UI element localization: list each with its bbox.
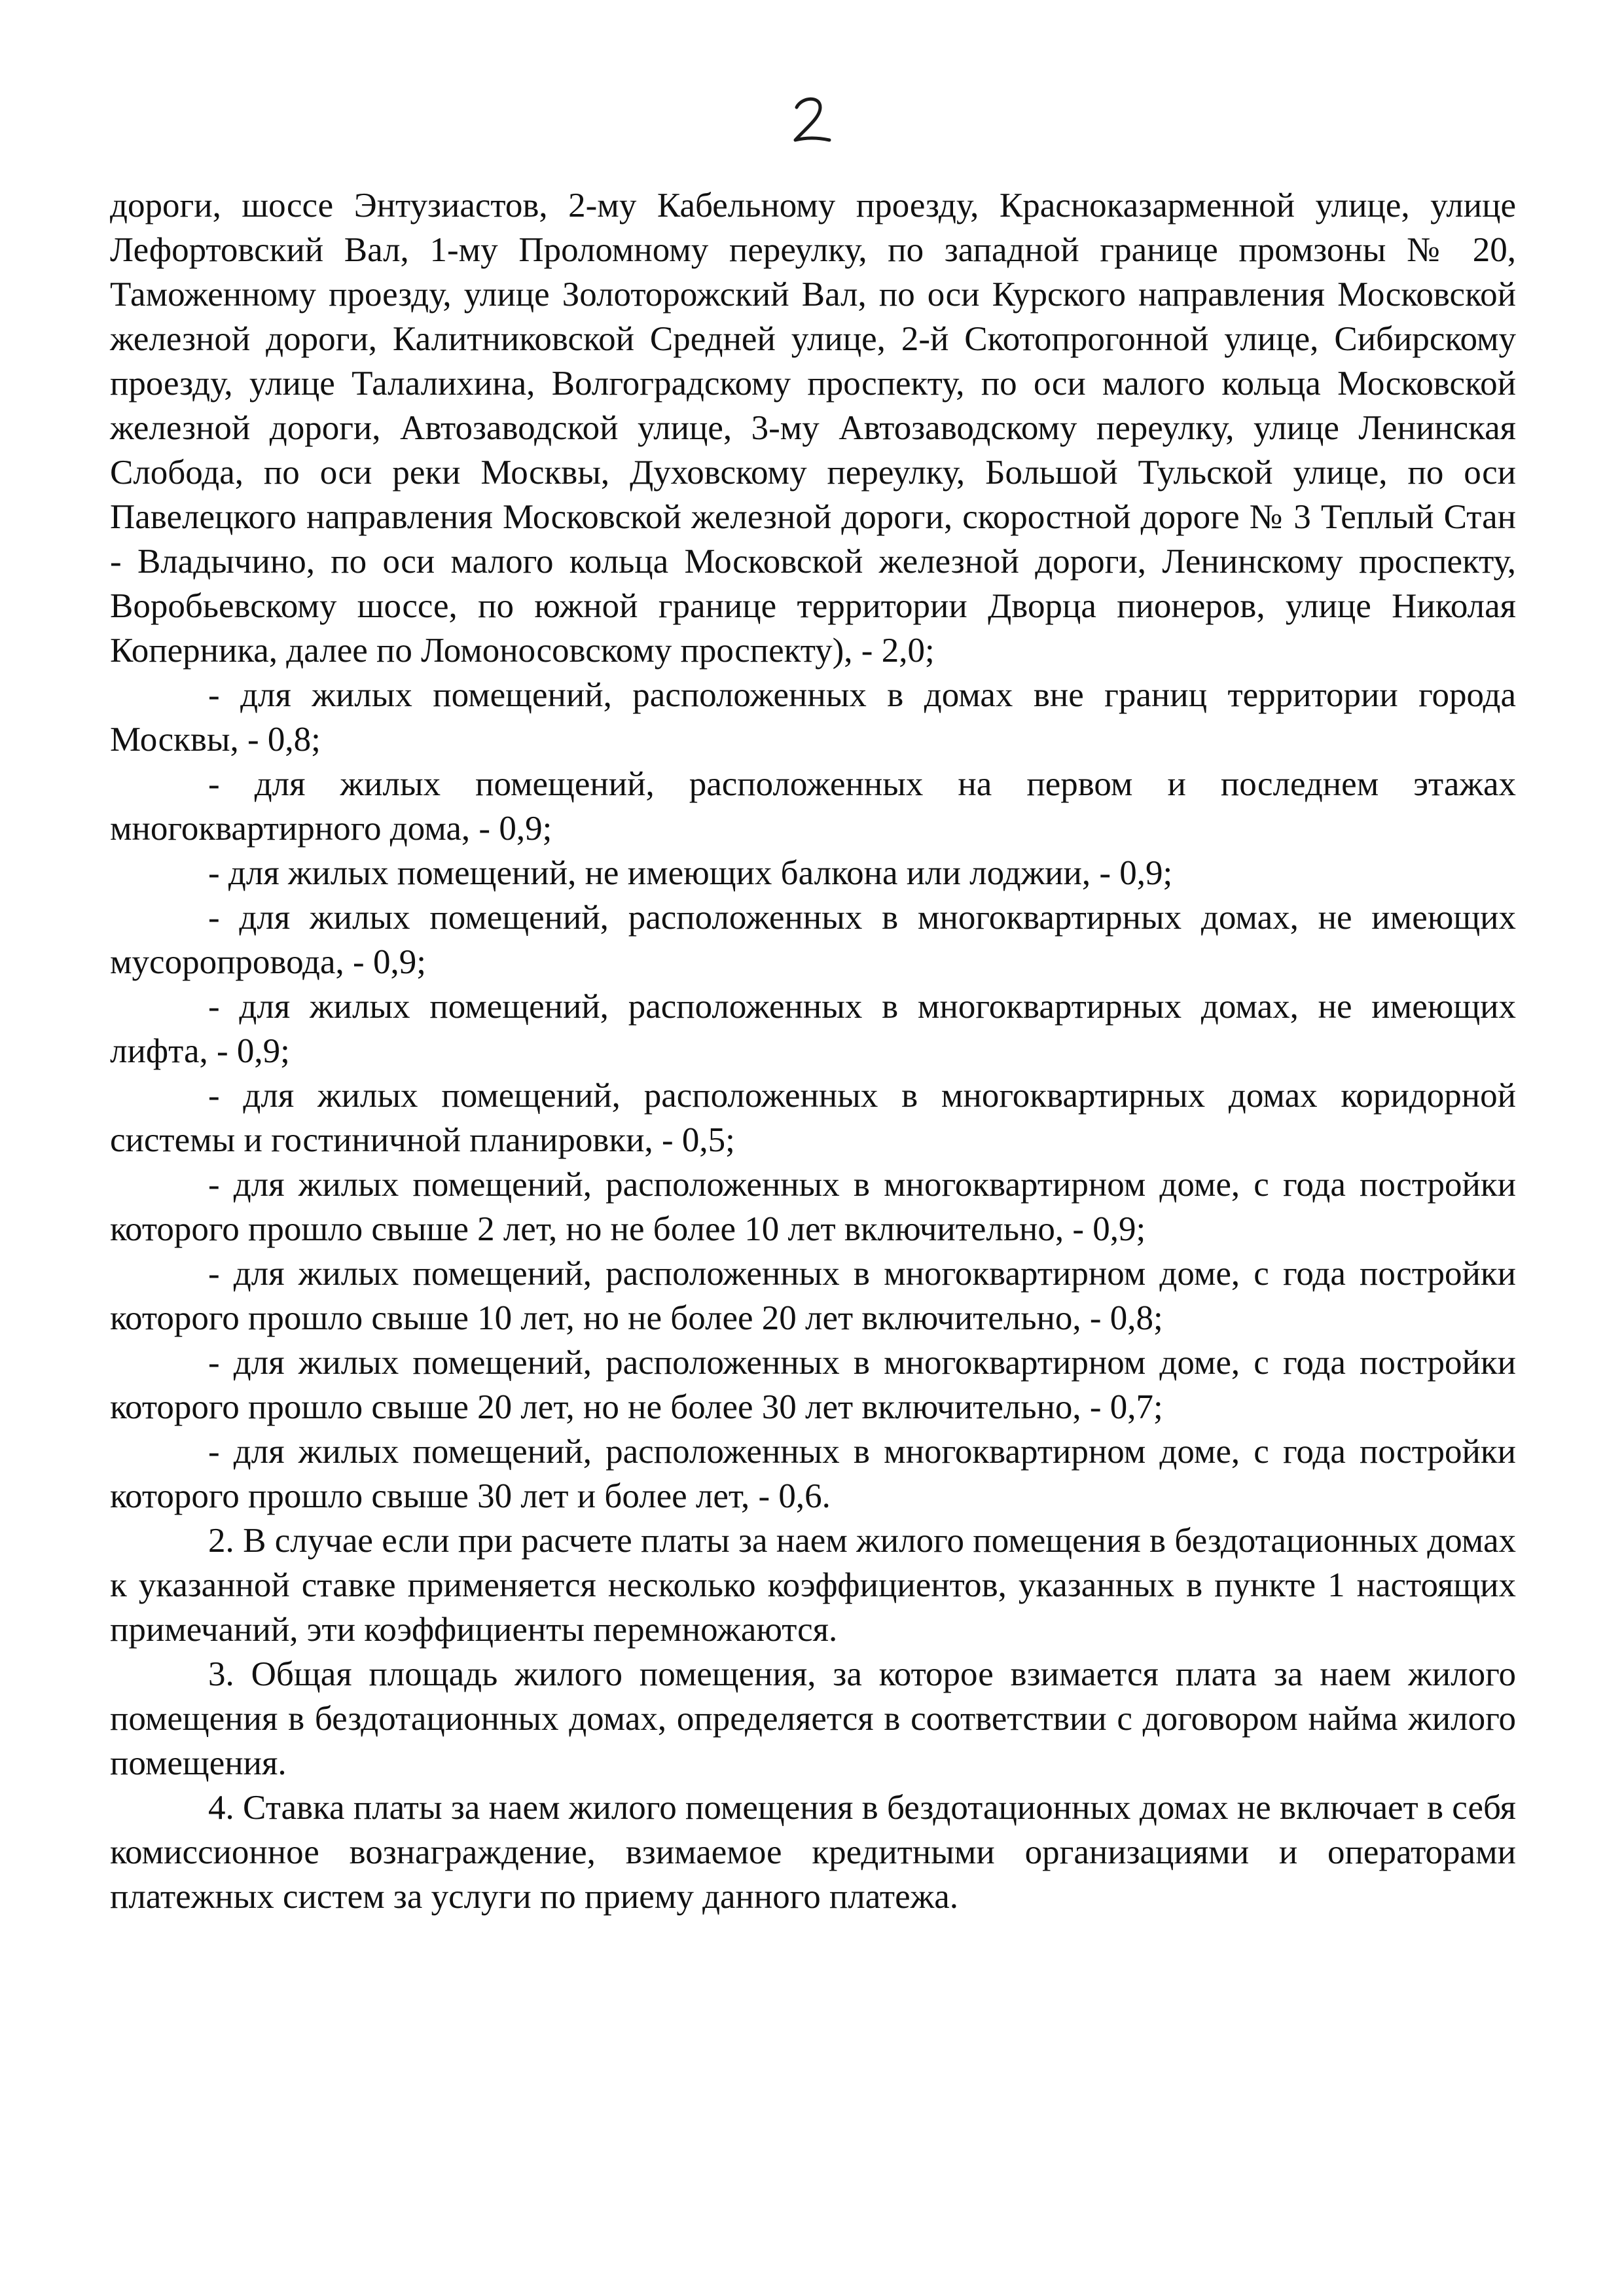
paragraph-age-2-10: - для жилых помещений, расположенных в многоквартирном доме, с года постройки которого прошло свыше 2 лет, но не более 10 лет включительно, - 0,9;	[110, 1166, 1516, 1248]
paragraph-no-elevator: - для жилых помещений, расположенных в многоквартирных домах, не имеющих лифта, - 0,9;	[110, 988, 1516, 1070]
paragraph-note-3: 3. Общая площадь жилого помещения, за которое взимается плата за наем жилого помещения в бездотационных домах, определяется в соответствии с договором найма жилого помещения.	[110, 1655, 1516, 1782]
paragraph-first-last-floor: - для жилых помещений, расположенных на первом и последнем этажах многоквартирного дома, - 0,9;	[110, 765, 1516, 848]
paragraph-no-garbage-chute: - для жилых помещений, расположенных в многоквартирных домах, не имеющих мусоропровода, - 0,9;	[110, 899, 1516, 981]
paragraph-outside-moscow: - для жилых помещений, расположенных в домах вне границ территории города Москвы, - 0,8;	[110, 676, 1516, 759]
paragraph-corridor-system: - для жилых помещений, расположенных в многоквартирных домах коридорной системы и гостиничной планировки, - 0,5;	[110, 1077, 1516, 1159]
paragraph-age-20-30: - для жилых помещений, расположенных в многоквартирном доме, с года постройки которого прошло свыше 20 лет, но не более 30 лет включительно, - 0,7;	[110, 1344, 1516, 1426]
paragraph-no-balcony: - для жилых помещений, не имеющих балкона или лоджии, - 0,9;	[208, 854, 1173, 892]
handwritten-page-number	[782, 85, 841, 151]
paragraph-age-over-30: - для жилых помещений, расположенных в многоквартирном доме, с года постройки которого прошло свыше 30 лет и более лет, - 0,6.	[110, 1433, 1516, 1515]
paragraph-age-10-20: - для жилых помещений, расположенных в многоквартирном доме, с года постройки которого прошло свыше 10 лет, но не более 20 лет включительно, - 0,8;	[110, 1255, 1516, 1337]
paragraph-note-2: 2. В случае если при расчете платы за наем жилого помещения в бездотационных домах к указанной ставке применяется несколько коэффициентов, указанных в пункте 1 настоящих примечаний, эти коэффициенты перемножаются.	[110, 1522, 1516, 1649]
paragraph-note-4: 4. Ставка платы за наем жилого помещения в бездотационных домах не включает в себя комиссионное вознаграждение, взимаемое кредитными организациями и операторами платежных систем за услуги по приему данного платежа.	[110, 1789, 1516, 1916]
paragraph-boundaries-continuation: дороги, шоссе Энтузиастов, 2-му Кабельному проезду, Красноказарменной улице, улице Лефортовский Вал, 1-му Проломному переулку, по западной границе промзоны № 20, Таможенному проезду, улице Золоторожский Вал, по оси Курского направления Московской железной дороги, Калитниковской Средней улице, 2-й Скотопрогонной улице, Сибирскому проезду, улице Талалихина, Волгоградскому проспекту, по оси малого кольца Московской железной дороги, Автозаводской улице, 3-му Автозаводскому переулку, улице Ленинская Слобода, по оси реки Москвы, Духовскому переулку, Большой Тульской улице, по оси Павелецкого направления Московской железной дороги, скоростной дороге № 3 Теплый Стан - Владычино, по оси малого кольца Московской железной дороги, Ленинскому проспекту, Воробьевскому шоссе, по южной границе территории Дворца пионеров, улице Николая Коперника, далее по Ломоносовскому проспекту), - 2,0;	[110, 187, 1516, 670]
document-body	[110, 183, 1516, 1919]
